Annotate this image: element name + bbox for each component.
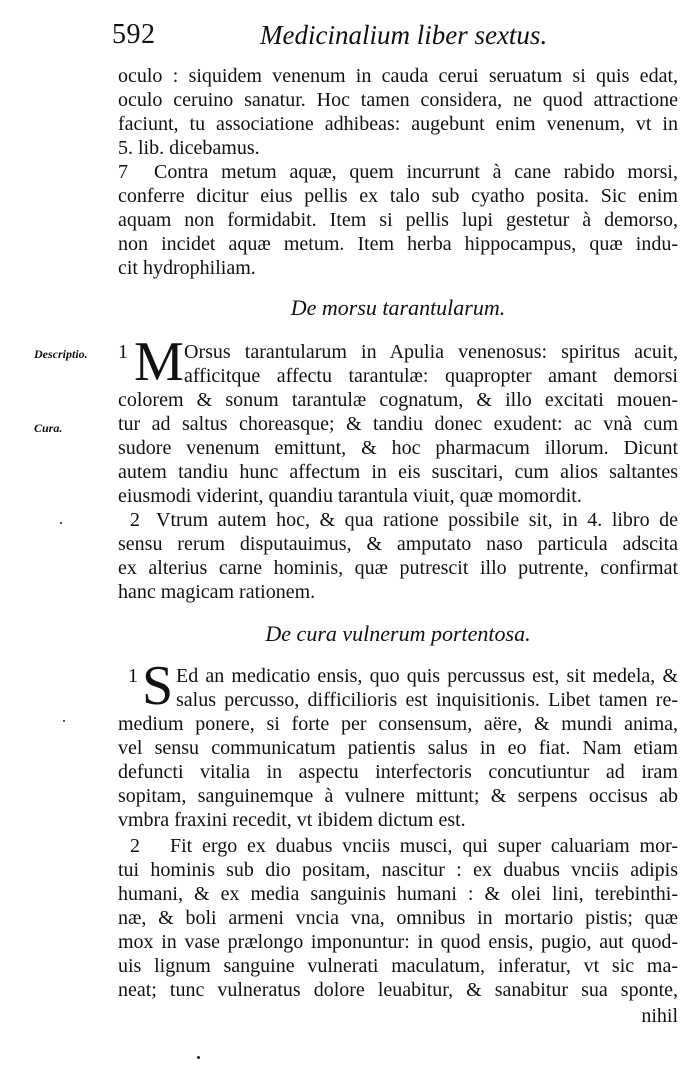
text-line: eiusmodi viderint, quandiu tarantula viuit, quæ momordit. xyxy=(118,485,582,507)
text-line: vel sensu communicatum patientis salus in eo fiat. Nam etiam xyxy=(118,737,678,759)
section-number: 1 xyxy=(128,665,138,687)
text-line: Contra metum aquæ, quem incurrunt à cane rabido morsi, xyxy=(154,161,678,183)
text-line: aquam non formidabit. Item si pellis lupi gestetur à demorso, xyxy=(118,209,678,231)
section-heading: De cura vulnerum portentosa. xyxy=(265,621,531,646)
catchword: nihil xyxy=(641,1005,678,1027)
text-line: næ, & boli armeni vncia vna, omnibus in mortario pistis; quæ xyxy=(118,907,678,929)
text-line: oculo : siquidem venenum in cauda cerui seruatum si quis edat, xyxy=(118,65,678,87)
margin-note-descriptio: Descriptio. xyxy=(34,347,88,361)
page-number: 592 xyxy=(112,19,156,50)
text-line: tur ad saltus choreasque; & tandiu donec exudent: ac vnà cum xyxy=(118,413,678,435)
text-line: sopitam, sanguinemque à vulnere mittunt; & serpens occisus ab xyxy=(118,785,678,807)
text-line: sensu rerum disputauimus, & amputato naso particula adscita xyxy=(118,533,678,555)
text-line: humani, & ex media sanguinis humani : & olei lini, terebinthi- xyxy=(118,883,678,905)
text-line: cit hydrophiliam. xyxy=(118,257,256,279)
text-line: Fit ergo ex duabus vnciis musci, qui super caluariam mor- xyxy=(170,835,678,857)
text-line: medium ponere, si forte per consensum, aëre, & mundi anima, xyxy=(118,713,678,735)
drop-capital: S xyxy=(142,655,174,717)
text-line: oculo ceruino sanatur. Hoc tamen considera, ne quod attractione xyxy=(118,89,678,111)
text-line: tui hominis sub dio positam, nascitur : ex duabus vnciis adipis xyxy=(118,859,678,881)
text-line: sudore venenum emittunt, & hoc pharmacum illorum. Dicunt xyxy=(118,437,678,459)
text-line: mox in vase prælongo imponuntur: in quod ensis, pugio, aut quod- xyxy=(118,931,678,953)
section-number: 7 xyxy=(118,161,128,183)
text-line: non incidet aquæ metum. Item herba hippocampus, quæ indu- xyxy=(118,233,678,255)
text-line: hanc magicam rationem. xyxy=(118,581,316,603)
text-line: conferre dicitur eius pellis ex talo sub cyatho posita. Sic enim xyxy=(118,185,678,207)
text-line: uis lignum sanguine vulnerati maculatum, inferatur, vt sic ma- xyxy=(118,955,678,977)
text-line: ex alterius carne hominis, quæ putrescit illo putrente, confirmat xyxy=(118,557,678,579)
section-heading: De morsu tarantularum. xyxy=(290,295,506,320)
text-line: autem tandiu hunc affectum in eis suscitari, cum alios saltantes xyxy=(118,461,678,483)
running-title: Medicinalium liber sextus. xyxy=(260,20,548,50)
margin-note-cura: Cura. xyxy=(34,421,63,435)
text-line: salus percusso, difficilioris est inquisitionis. Libet tamen re- xyxy=(176,689,678,711)
text-line: 5. lib. dicebamus. xyxy=(118,137,260,159)
text-line: Vtrum autem hoc, & qua ratione possibile sit, in 4. libro de xyxy=(156,509,678,531)
text-line: defuncti vitalia in aspectu interfectoris concutiuntur ad iram xyxy=(118,761,678,783)
ink-speck xyxy=(63,720,65,722)
text-line: neat; tunc vulneratus dolore leuabitur, & sanabitur sua sponte, xyxy=(118,979,678,1001)
text-line: vmbra fraxini recedit, vt ibidem dictum est. xyxy=(118,809,466,831)
section-number: 2 xyxy=(130,835,140,857)
text-line: faciunt, tu associatione adhibeas: augebunt enim venenum, vt in xyxy=(118,113,678,135)
text-line: afficitque affectu tarantulæ: quapropter amant demorsi xyxy=(184,365,678,387)
text-line: colorem & sonum tarantulæ cognatum, & illo excitati mouen- xyxy=(118,389,678,411)
drop-capital: M xyxy=(134,331,184,393)
ink-speck xyxy=(60,522,62,524)
section-number: 1 xyxy=(118,341,128,363)
text-line: Orsus tarantularum in Apulia venenosus: spiritus acuit, xyxy=(184,341,678,363)
ink-speck xyxy=(197,1056,200,1059)
section-number: 2 xyxy=(130,509,140,531)
text-line: Ed an medicatio ensis, quo quis percussus est, sit medela, & xyxy=(176,665,678,687)
page-header xyxy=(112,18,572,52)
